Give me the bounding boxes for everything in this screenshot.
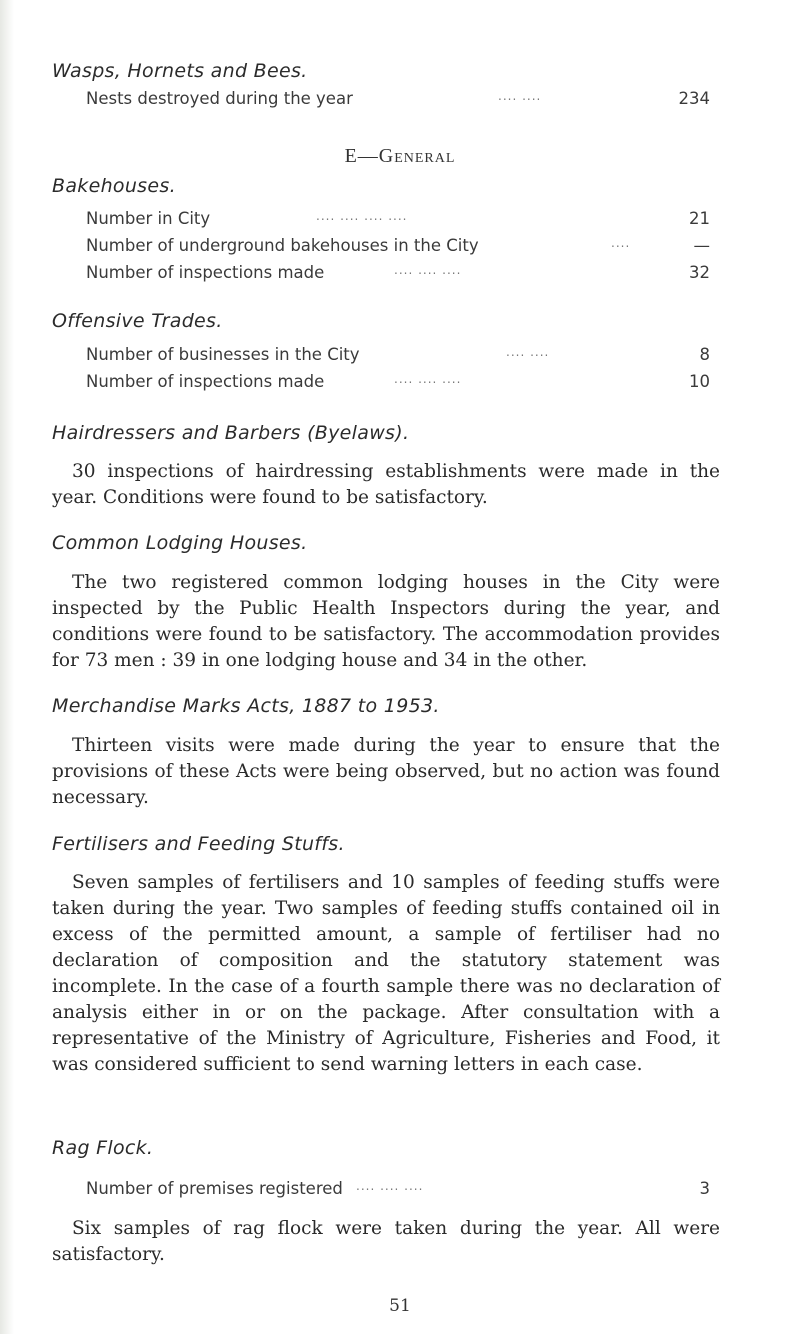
row-label: Number of premises registered [86,1179,343,1198]
paragraph-fertilisers: Seven samples of fertilisers and 10 samples of feeding stuffs were taken during the year. Two samples of feeding stuffs contained oil in excess of the permitted amount, a sample of fertiliser had no declaration of composition and the statutory statement was incomplete. In the case of a fourth sample there was no declaration of analysis either in or on the package. After consultation with a representative of the Ministry of Agriculture, Fisheries and Food, it was considered sufficient to send warning letters in each case. [52,872,720,1075]
paragraph-rag-flock: Six samples of rag flock were taken during the year. All were satisfactory. [52,1218,720,1265]
row-label: Number in City [86,209,211,228]
leader-dots: .... .... .... [394,372,462,386]
section-title-e-general: E—General [344,145,456,167]
leader-dots: .... .... [498,89,542,103]
heading-wasps: Wasps, Hornets and Bees. [52,60,308,82]
heading-bakehouses: Bakehouses. [52,175,176,197]
row-underground-bakehouses [86,236,710,258]
row-label: Nests destroyed during the year [86,89,353,108]
heading-offensive-trades: Offensive Trades. [52,310,223,332]
row-trade-inspections [86,372,710,394]
leader-dots: .... .... .... .... [316,209,408,223]
row-value: 3 [699,1179,710,1198]
row-nests-destroyed [86,89,710,111]
row-value: — [693,236,710,255]
heading-common-lodging-houses: Common Lodging Houses. [52,532,308,554]
heading-merchandise-marks: Merchandise Marks Acts, 1887 to 1953. [52,695,440,717]
row-value: 10 [689,372,710,391]
row-businesses-in-city [86,345,710,367]
paragraph-merchandise-marks: Thirteen visits were made during the year to ensure that the provisions of these Acts were being observed, but no action was found necessary. [52,735,720,808]
paragraph-common-lodging-houses: The two registered common lodging houses in the City were inspected by the Public Health Inspectors during the year, and conditions were found to be satisfactory. The accommodation provides for 73 men : 39 in one lodging house and 34 in the other. [52,572,720,671]
leader-dots: .... .... .... [394,263,462,277]
row-value: 32 [689,263,710,282]
page-number: 51 [389,1296,411,1316]
row-value: 234 [678,89,710,108]
row-number-in-city [86,209,710,231]
leader-dots: .... .... .... [356,1179,424,1193]
heading-rag-flock: Rag Flock. [52,1137,154,1159]
row-label: Number of underground bakehouses in the City [86,236,479,255]
row-label: Number of businesses in the City [86,345,360,364]
row-value: 8 [699,345,710,364]
leader-dots: .... [611,236,631,250]
row-value: 21 [689,209,710,228]
row-bakehouse-inspections [86,263,710,285]
row-label: Number of inspections made [86,263,325,282]
heading-hairdressers: Hairdressers and Barbers (Byelaws). [52,422,410,444]
paragraph-hairdressers: 30 inspections of hairdressing establishments were made in the year. Conditions were found to be satisfactory. [52,461,720,508]
heading-fertilisers: Fertilisers and Feeding Stuffs. [52,833,345,855]
row-label: Number of inspections made [86,372,325,391]
row-premises-registered [86,1179,710,1201]
leader-dots: .... .... [506,345,550,359]
